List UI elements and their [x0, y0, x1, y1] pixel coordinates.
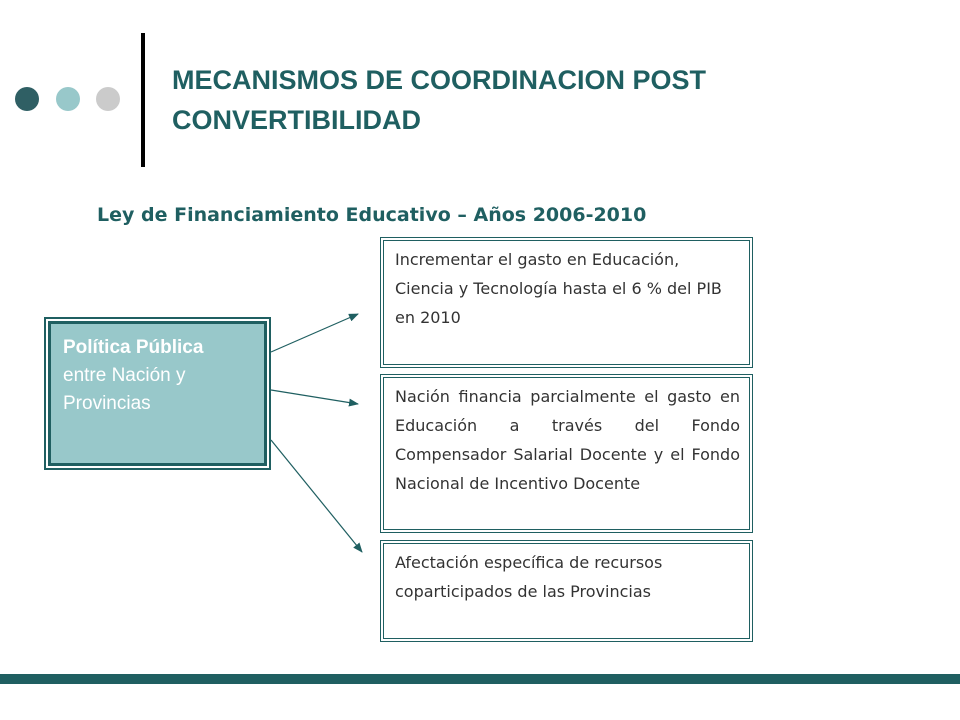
policy-label-strong: Política Pública — [63, 337, 204, 358]
outcome-box-3-text: Afectación específica de recursos coparticipados de las Provincias — [383, 543, 750, 639]
outcome-box-2-text: Nación financia parcialmente el gasto en Educación a través del Fondo Compensador Salarial Docente y el Fondo Nacional de Incentivo Docente — [383, 377, 750, 530]
arrow-to-box-3 — [271, 440, 362, 552]
slide-subtitle: Ley de Financiamiento Educativo – Años 2006-2010 — [97, 204, 647, 226]
policy-label-line3: Provincias — [63, 393, 151, 414]
footer-bar — [0, 674, 960, 684]
slide-title-line2: CONVERTIBILIDAD — [172, 105, 421, 135]
slide-title-line1: MECANISMOS DE COORDINACION POST — [172, 65, 707, 95]
arrow-to-box-2 — [271, 390, 358, 404]
outcome-box-1-text: Incrementar el gasto en Educación, Ciencia y Tecnología hasta el 6 % del PIB en 2010 — [383, 240, 750, 365]
policy-label-line2: entre Nación y — [63, 365, 186, 386]
arrow-to-box-1 — [271, 314, 358, 352]
